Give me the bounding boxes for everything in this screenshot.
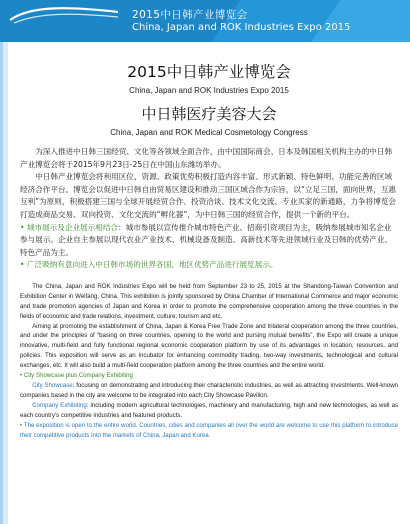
cn-paragraph-2: 中日韩产业博览会将利用区位、资源、政策优势积极打造内容丰富、形式新颖、特色鲜明、功能完善的区域经济合作平台。博览会以促进中日韩自由贸易区建设和推动三国区域合作为宗旨，以“立足三国，面向世界，互惠互利”为原则，积极搭建三国与全球开展经贸合作、投资洽谈、技术文化交流、专业买家的新通路，力争将博览会打造成商品交易、双向投资、文化交流的“孵化器”，为中日韩三国的经贸合作，提供一个新的平台。	[20, 172, 397, 219]
bullet-icon: •	[20, 421, 23, 429]
cn-bullet-2-text: 广泛吸纳有意向进入中日韩市场的世界各国、地区优势产品进行展览展示。	[26, 260, 278, 270]
expo-logo-icon	[6, 4, 124, 26]
document-body	[20, 52, 398, 440]
bullet-icon: •	[20, 260, 25, 270]
header-banner	[0, 0, 410, 42]
page-subtitle-en: China, Japan and ROK Medical Cosmetology Congress	[110, 128, 308, 137]
bullet-icon: •	[20, 222, 25, 232]
en-bullet-2-text: The exposition is open to the entire world. Countries, cities and companies all over the world are welcome to use this platform to introduce their competitive products into the markets of China, Japan and Korea.	[20, 421, 398, 439]
en-bullet-1	[20, 371, 398, 381]
en-city-text: : focusing on demonstrating and introducing their characteristic industries, as well as attracting investments. Well-known companies based in the city are welcome to be integrated into each City Showcase Pavilion.	[20, 382, 398, 399]
en-bullet-1-text: City Showcase plus Company Exhibiting	[23, 372, 133, 380]
en-city-showcase	[20, 381, 398, 401]
en-bullet-2	[20, 421, 398, 441]
header-title-en: China, Japan and ROK Industries Expo 2015	[132, 22, 351, 33]
page-subtitle: 中日韩医疗美容大会	[141, 105, 277, 123]
cn-bullet-2	[20, 259, 398, 272]
cn-paragraph-1: 为深入推进中日韩三国经贸、文化等各领域全面合作，由中国国际商会、日本及韩国相关机构主办的中日韩产业博览会将于2015年9月23日-25日在中国山东潍坊举办。	[20, 147, 393, 169]
left-decor-bar	[0, 42, 8, 524]
cn-bullet-1-label: 城市展示及企业展示相结合	[26, 222, 119, 232]
bullet-icon: •	[20, 372, 23, 380]
en-paragraph-2: Aiming at promoting the establishment of China, Japan & Korea Free Trade Zone and trilateral cooperation among the three countries, and under the principles of “basing on three countries, opening to the world and pursing mutual benefits”, the Expo will create a unique innovative, multi-field and fully functional regional economic cooperation platform by use of its advantages in location, resources, and policies. This exposition will serve as an incubator for enhancing commodity trading, two-way investments, technological and cultural exchanges, etc. It will also build a multi-field cooperation platform among the three countries and the entire world.	[20, 322, 398, 370]
header-title-cn: 2015中日韩产业博览会	[132, 9, 248, 21]
en-company-exhibiting	[20, 401, 398, 421]
en-company-text: : including modern agricultural technologies, machinery and manufacturing, high and new technologies, as well as each country’s competitive industries and featured products.	[20, 401, 399, 419]
cn-bullet-1-text: ：城市参展以宣传推介城市特色产业、招商引资项目为主，吸纳参展城市知名企业参与展示。企业自主参展以现代农业产业技术、机械设备及制造、高新技术等先进领域行业及日韩的优势产业、特色产品为主。	[20, 222, 393, 257]
page-title-en: China, Japan and ROK Industries Expo 2015	[129, 86, 289, 95]
en-company-label: Company Exhibiting	[32, 401, 87, 409]
en-city-label: City Showcase	[32, 382, 73, 389]
page-title: 2015中日韩产业博览会	[127, 63, 291, 81]
en-paragraph-1: The China, Japan and ROK Industries Expo will be held from September 23 to 25, 2015 at the Shandong-Taiwan Convention and Exhibition Center in Weifang, China. This exhibition is jointly sponsored by China Chamber of International Commerce and major economic and trade promotion agencies of Japan and Korea in order to promote the comprehensive cooperation among the three countries in the fields of economic and trade relations, investment, culture, tourism and etc.	[20, 282, 398, 320]
cn-bullet-1	[20, 222, 398, 260]
